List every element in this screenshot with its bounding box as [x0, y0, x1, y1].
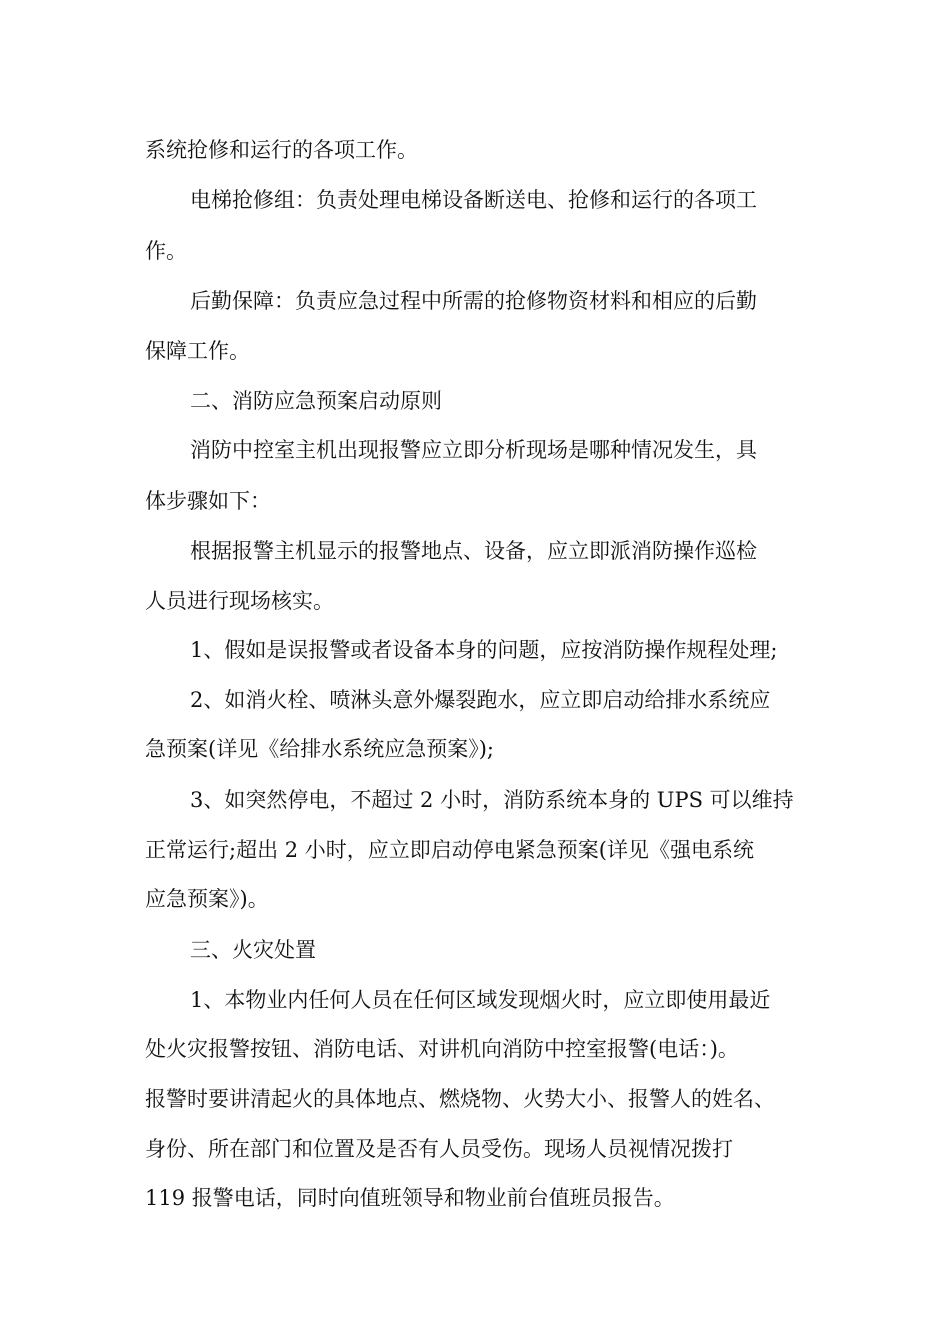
- text-line: 3、如突然停电，不超过 2 小时，消防系统本身的 UPS 可以维持: [190, 788, 794, 812]
- text-line: 正常运行;超出 2 小时，应立即启动停电紧急预案(详见《强电系统: [145, 838, 754, 862]
- text-line: 报警时要讲清起火的具体地点、燃烧物、火势大小、报警人的姓名、: [145, 1087, 775, 1111]
- text-line: 消防中控室主机出现报警应立即分析现场是哪种情况发生，具: [190, 438, 757, 462]
- text-line: 1、本物业内任何人员在任何区域发现烟火时，应立即使用最近: [190, 988, 771, 1012]
- text-line: 人员进行现场核实。: [145, 589, 334, 613]
- text-line: 急预案(详见《给排水系统应急预案》);: [145, 737, 494, 761]
- text-line: 处火灾报警按钮、消防电话、对讲机向消防中控室报警(电话：)。: [145, 1037, 739, 1061]
- text-line: 系统抢修和运行的各项工作。: [145, 138, 418, 162]
- text-line: 保障工作。: [145, 339, 250, 363]
- section-heading: 二、消防应急预案启动原则: [190, 389, 442, 413]
- text-line: 体步骤如下：: [145, 489, 271, 513]
- section-heading: 三、火灾处置: [190, 938, 316, 962]
- text-line: 1、假如是误报警或者设备本身的问题，应按消防操作规程处理;: [190, 638, 778, 662]
- text-line: 应急预案》)。: [145, 887, 269, 911]
- text-line: 根据报警主机显示的报警地点、设备，应立即派消防操作巡检: [190, 539, 757, 563]
- text-line: 后勤保障：负责应急过程中所需的抢修物资材料和相应的后勤: [190, 289, 757, 313]
- text-line: 电梯抢修组：负责处理电梯设备断送电、抢修和运行的各项工: [190, 188, 757, 212]
- text-line: 119 报警电话，同时向值班领导和物业前台值班员报告。: [145, 1186, 675, 1210]
- text-line: 身份、所在部门和位置及是否有人员受伤。现场人员视情况拨打: [145, 1137, 733, 1161]
- text-line: 2、如消火栓、喷淋头意外爆裂跑水，应立即启动给排水系统应: [190, 688, 771, 712]
- text-line: 作。: [145, 239, 187, 263]
